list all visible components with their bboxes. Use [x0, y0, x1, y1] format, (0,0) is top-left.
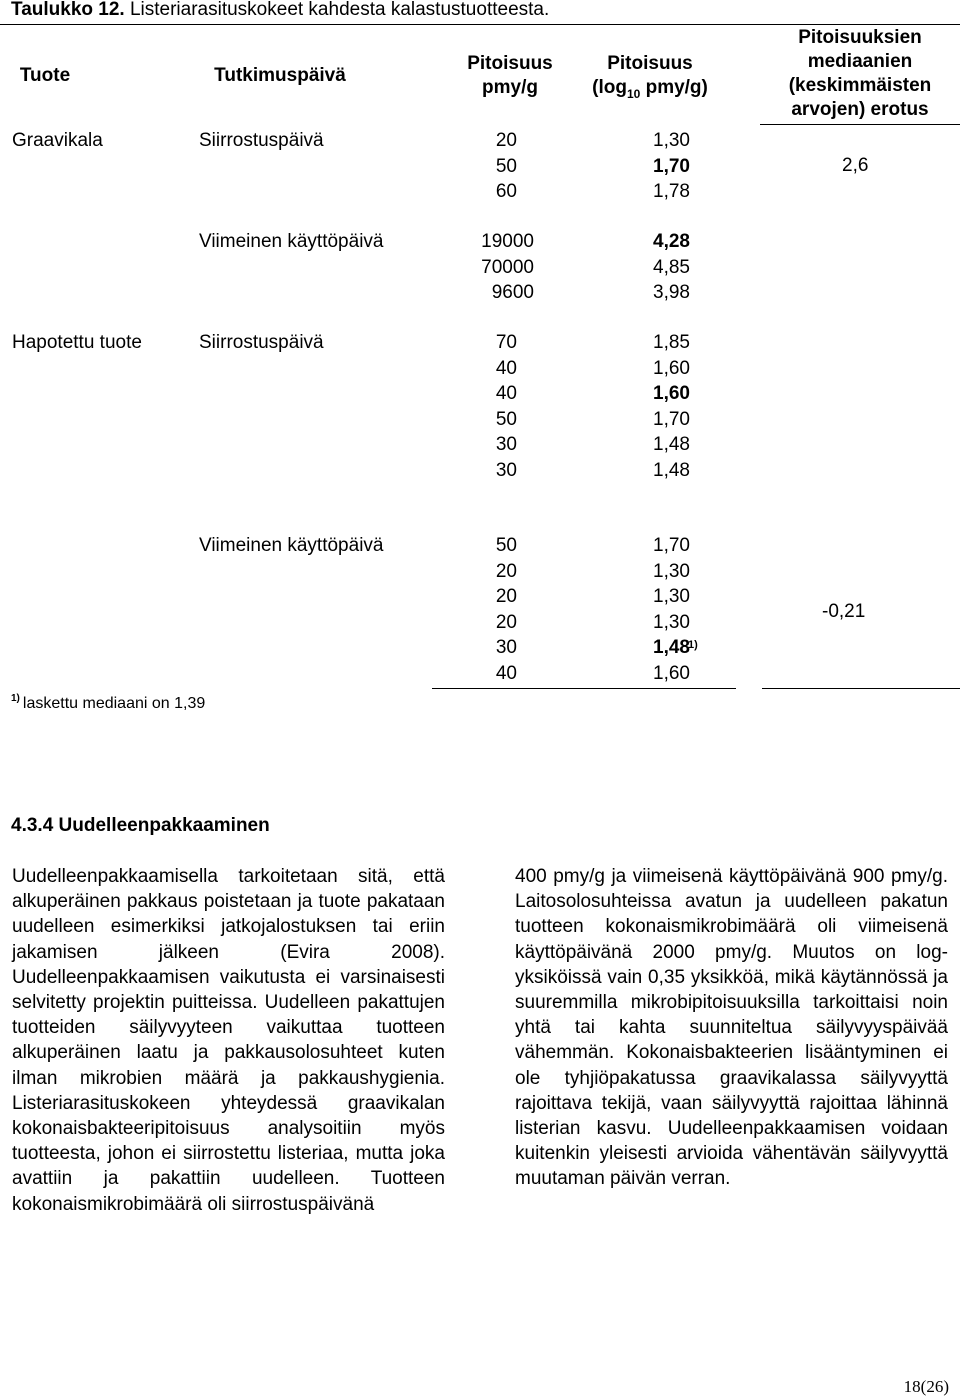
day-label: Viimeinen käyttöpäivä: [199, 231, 384, 252]
table-bottom-rule: [762, 688, 960, 689]
header-diff-line1: Pitoisuuksien: [798, 27, 922, 48]
concentration-column: [496, 128, 517, 205]
log-column: [653, 229, 690, 306]
concentration-value: 19000: [481, 231, 534, 252]
concentration-value: 9600: [491, 282, 534, 304]
concentration-value: 30: [495, 637, 517, 659]
concentration-value: 30: [495, 434, 517, 456]
concentration-value: 60: [495, 181, 517, 203]
log-value: 1,48: [653, 434, 690, 456]
log-value: 1,70: [653, 408, 690, 430]
log-value: 1,48: [653, 459, 690, 481]
header-log-prefix: (log: [592, 77, 627, 98]
header-diff-line2: mediaanien: [807, 51, 913, 72]
header-log-line1: Pitoisuus: [607, 53, 693, 74]
concentration-value: 70000: [481, 256, 534, 278]
concentration-column: [496, 533, 517, 687]
log-value: 1,60: [653, 357, 690, 379]
group-graavikala: [0, 128, 960, 208]
concentration-value: 20: [495, 586, 517, 608]
footnote-marker: 1): [688, 639, 698, 651]
header-day: Tutkimuspäivä: [214, 65, 346, 86]
table-bottom-rule: [432, 688, 576, 689]
concentration-value: 20: [495, 611, 517, 633]
log-value-median: 1,60: [653, 383, 690, 405]
table-bottom-rule: [576, 688, 736, 689]
log-column: [653, 533, 690, 687]
group-graavikala-last-day: [0, 229, 960, 309]
log-value: 1,60: [653, 662, 690, 684]
table-caption: [11, 0, 549, 22]
section-heading: 4.3.4 Uudelleenpakkaaminen: [11, 815, 270, 836]
log-value: 1,85: [653, 332, 690, 353]
log-value: 4,85: [653, 256, 690, 278]
table-top-rule: [0, 24, 960, 25]
product-label: Graavikala: [12, 130, 103, 151]
log-column: [653, 330, 690, 484]
concentration-value: 70: [495, 332, 517, 353]
group-hapotettu-last-day: [0, 533, 960, 693]
footnote-text: laskettu mediaani on 1,39: [22, 695, 206, 712]
log-value-median: 1,70: [653, 155, 690, 177]
day-label: Siirrostuspäivä: [199, 130, 324, 151]
log-value: 3,98: [653, 282, 690, 304]
footnote-marker: 1): [11, 693, 20, 704]
page-number: 18(26): [903, 1377, 949, 1396]
concentration-value: 20: [495, 560, 517, 582]
log-column: [653, 128, 690, 205]
header-product: Tuote: [19, 65, 71, 86]
log-value-median: [653, 635, 690, 661]
log-value: 1,30: [653, 586, 690, 608]
header-median-difference: [760, 26, 960, 122]
log-value: 1,30: [653, 611, 690, 633]
header-concentration-line2: pmy/g: [482, 77, 538, 98]
body-text-left-column: Uudelleenpakkaamisella tarkoitetaan sitä, että alkuperäinen pakkaus poistetaan ja tuote pakataan uudelleen esimerkiksi jatkojalostuksen tai eriin jakamisen jälkeen (Evira 2008). Uudelleenpakkaamisen vaikutusta ei varsinaisesti selvitetty projektin puitteissa. Uudelleen pakattujen tuotteiden säilyvyyteen vaikuttaa tuotteen alkuperäinen laatu ja pakkausolosuhteet kuten ilman mikrobien määrä ja pakkaushygienia. Listeriarasituskokeen yhteydessä graavikalan kokonaisbakteeripitoisuus analysoitiin myös tuotteesta, johon ei siirrostettu listeriaa, mutta joka avattiin ja pakattiin uudelleen. Tuotteen kokonaismikrobimäärä oli siirrostuspäivänä: [12, 866, 445, 1215]
header-diff-line3: (keskimmäisten: [788, 75, 932, 96]
day-label: Siirrostuspäivä: [199, 332, 324, 353]
concentration-value: 40: [495, 662, 517, 684]
body-text-right-column: 400 pmy/g ja viimeisenä käyttöpäivänä 900 pmy/g. Laitosolosuhteissa avatun ja uudelleen pakatun tuotteen kokonaismikrobimäärä oli viimeisenä käyttöpäivänä 2000 pmy/g. Muutos on log-yksiköissä vain 0,35 yksikköä, mikä käytännössä ja suuremmilla mikrobipitoisuuksilla tarkoittaisi noin yhtä tai kahta suunniteltua säilyvyyspäivää vähemmän. Kokonaisbakteerien lisääntyminen ei ole tyhjiöpakatussa graavikalassa säilyvyyttä rajoittava tekijä, vaan säilyvyyttä rajoittaa lähinnä listerian kasvu. Uudelleenpakkaamisen voidaan kuitenkin yleisesti arvioida vähentävän säilyvyyttä muutaman päivän verran.: [515, 866, 948, 1190]
concentration-value: 40: [495, 357, 517, 379]
log-value: 1,78: [653, 181, 690, 203]
group-hapotettu: [0, 330, 960, 490]
concentration-value: 40: [495, 383, 517, 405]
concentration-value: 20: [495, 130, 517, 151]
header-log-subscript: 10: [626, 86, 641, 101]
header-log-line2: [560, 76, 740, 106]
concentration-column: [481, 229, 534, 306]
log-value-median: 4,28: [653, 231, 690, 252]
concentration-value: 50: [495, 535, 517, 556]
log-value: 1,30: [653, 560, 690, 582]
product-label: Hapotettu tuote: [12, 332, 142, 353]
table-caption-label: Taulukko 12.: [11, 0, 125, 20]
table-caption-text: Listeriarasituskokeet kahdesta kalastustuotteesta.: [129, 0, 550, 20]
day-label: Viimeinen käyttöpäivä: [199, 535, 384, 556]
header-log-concentration: [560, 52, 740, 106]
concentration-value: 30: [495, 459, 517, 481]
concentration-value: 50: [495, 408, 517, 430]
log-value-median-text: 1,48: [653, 637, 690, 659]
difference-value: 2,6: [842, 155, 869, 176]
table-footnote: [11, 689, 205, 714]
header-bottom-rule: [760, 124, 960, 125]
concentration-value: 50: [495, 155, 517, 177]
header-log-suffix: pmy/g): [640, 77, 708, 98]
difference-value: -0,21: [822, 601, 866, 622]
log-value: 1,30: [653, 130, 690, 151]
header-diff-line4: arvojen) erotus: [791, 99, 929, 120]
header-concentration-line1: Pitoisuus: [467, 53, 553, 74]
log-value: 1,70: [653, 535, 690, 556]
concentration-column: [496, 330, 517, 484]
